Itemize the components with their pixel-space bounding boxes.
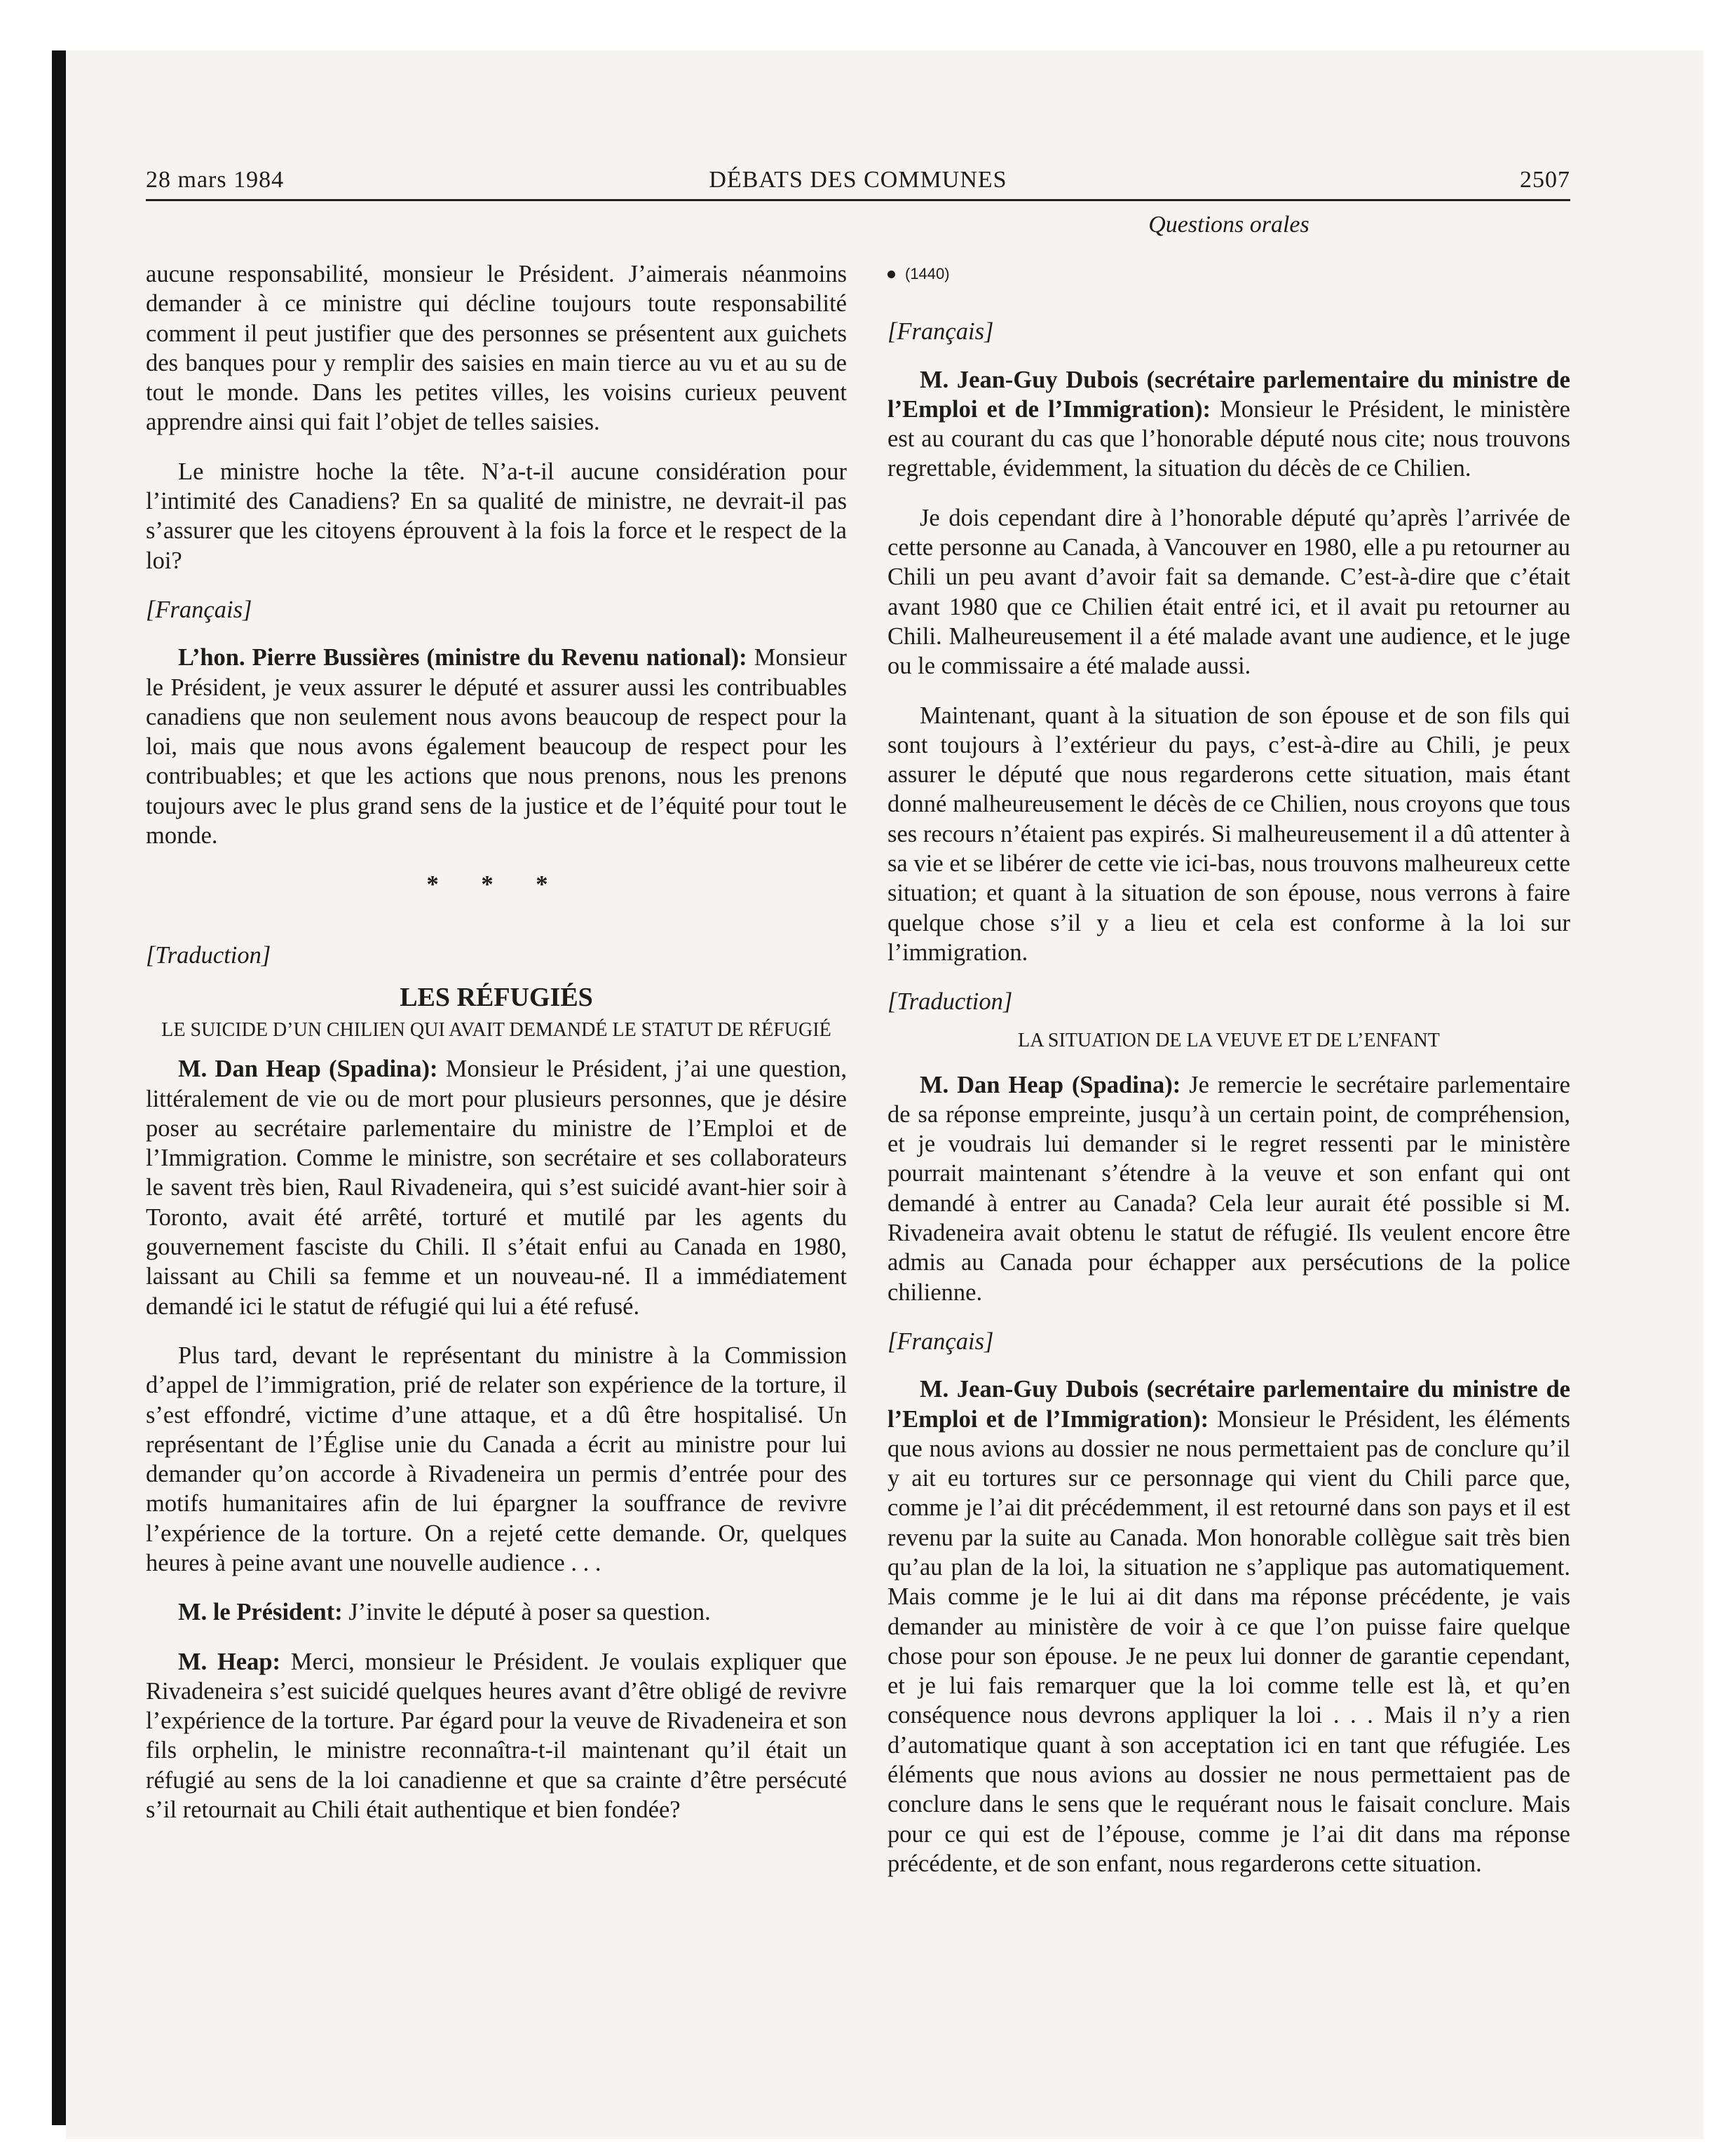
section-title: Questions orales (1148, 212, 1309, 238)
topic-subheading: LE SUICIDE D’UN CHILIEN QUI AVAIT DEMANDÉ LE STATUT DE RÉFUGIÉ (161, 1019, 831, 1042)
speaker-name: M. Jean-Guy Dubois (secrétaire parlementaire du ministre de l’Emploi et de l’Immigration): (887, 366, 1570, 423)
page-header (146, 160, 1570, 199)
language-tag: [Français] (887, 1328, 994, 1355)
scan-border (52, 50, 66, 2125)
paragraph: Le ministre hoche la tête. N’a-t-il aucune considération pour l’intimité des Canadiens? En sa qualité de ministre, ne devrait-il pas s’assurer que les citoyens éprouvent à la fois la force et le respect de la loi? (146, 458, 847, 574)
language-tag: [Français] (146, 596, 252, 623)
topic-heading: LES RÉFUGIÉS (400, 982, 593, 1012)
speech-paragraph (146, 1647, 847, 1825)
language-tag: [Français] (887, 318, 994, 346)
paragraph: Maintenant, quant à la situation de son épouse et de son fils qui sont toujours à l’extérieur du pays, c’est-à-dire au Chili, je peux assurer le député que nous regarderons cette situation, mais étant donné malheureusement le décès de ce Chilien, nous croyons que tous ses recours n’étaient pas expirés. Si malheureusement il a dû attenter à sa vie et se libérer de cette vie ici-bas, nous trouvons malheureux cette situation; et quant à la situation de son épouse, nous verrons à faire quelque chose s’il y a lieu et cela est conforme à la loi sur l’immigration. (887, 702, 1570, 966)
left-column (146, 259, 847, 1844)
speech-text: J’invite le député à poser sa question. (342, 1599, 711, 1626)
right-column (887, 259, 1570, 1898)
paragraph: Plus tard, devant le représentant du ministre à la Commission d’appel de l’immigration, prié de relater son expérience de la torture, il s’est effondré, victime d’une attaque, et a dû être hospitalisé. Un représentant de l’Église unie du Canada a écrit au ministre pour lui demander qu’on accorde à Rivadeneira un permis d’entrée pour des motifs humanitaires afin de lui épargner la souffrance de revivre l’expérience de la torture. On a rejeté cette demande. Or, quelques heures à peine avant une nouvelle audience . . . (146, 1342, 847, 1576)
bullet-icon (887, 271, 895, 278)
header-page-number: 2507 (1520, 167, 1570, 193)
speaker-name: M. Dan Heap (Spadina): (920, 1071, 1181, 1098)
language-tag: [Traduction] (887, 988, 1013, 1016)
speaker-name: L’hon. Pierre Bussières (ministre du Revenu national): (178, 644, 747, 671)
time-marker (887, 259, 1570, 289)
speech-text: Monsieur le Président, les éléments que nous avions au dossier ne nous permettaient pas de conclure qu’il y ait eu tortures sur ce personnage qui vient du Chili parce que, comme je l’ai dit précédemment, il est retourné dans son pays et il est revenu par la suite au Canada. Mon honorable collègue sait très bien qu’au plan de la loi, la situation ne s’applique pas automatiquement. Mais comme je le lui ai dit dans ma réponse précédente, je vais demander au ministère de voir à ce que l’on puisse faire quelque chose pour son épouse. Je ne peux lui donner de garantie cependant, et je lui fais remarquer que la loi comme telle est là, et qu’en conséquence nous devrons appliquer la loi . . . Mais il n’y a rien d’automatique quant à son acceptation ici en tant que réfugiée. Les éléments que nous avions au dossier ne nous permettaient pas de conclure dans le sens que le requérant nous le faisait conclure. Mais pour ce qui est de l’épouse, comme je l’ai dit dans ma réponse précédente, et de son enfant, nous regarderons cette situation. (887, 1405, 1570, 1877)
topic-subheading: LA SITUATION DE LA VEUVE ET DE L’ENFANT (1018, 1029, 1440, 1051)
speech-paragraph (146, 643, 847, 850)
header-date: 28 mars 1984 (146, 167, 285, 193)
speech-text: Je remercie le secrétaire parlementaire de sa réponse empreinte, jusqu’à un certain point, de compréhension, et je voudrais lui demander si le regret ressenti par le ministère pourrait maintenant s’étendre à la veuve et son enfant qui ont demandé à entrer au Canada? Cela leur aurait été possible si M. Rivadeneira avait obtenu le statut de réfugié. Ils veulent encore être admis au Canada pour échapper aux persécutions de la police chilienne. (887, 1071, 1570, 1306)
header-title: DÉBATS DES COMMUNES (709, 167, 1007, 193)
speaker-name: M. Jean-Guy Dubois (secrétaire parlementaire du ministre de l’Emploi et de l’Immigration): (887, 1376, 1570, 1433)
speech-text: Monsieur le Président, le ministère est au courant du cas que l’honorable député nous cite; nous trouvons regrettable, évidemment, la situation du décès de ce Chilien. (887, 395, 1570, 482)
speech-paragraph (887, 1374, 1570, 1878)
speech-text: Monsieur le Président, je veux assurer le député et assurer aussi les contribuables canadiens que non seulement nous avons beaucoup de respect pour la loi, mais que nous avons également beaucoup de respect pour les contribuables; et que les actions que nous prenons, nous les prenons toujours avec le plus grand sens de la justice et de l’équité pour tout le monde. (146, 644, 847, 850)
time-marker-text: (1440) (905, 265, 950, 282)
speech-paragraph (146, 1054, 847, 1321)
section-separator: * * * (426, 871, 566, 899)
speaker-name: M. Heap: (178, 1648, 281, 1675)
speech-paragraph (887, 1070, 1570, 1307)
paragraph: Je dois cependant dire à l’honorable député qu’après l’arrivée de cette personne au Canada, à Vancouver en 1980, elle a pu retourner au Chili un peu avant d’avoir fait sa demande. C’est-à-dire que c’était avant 1980 que ce Chilien était entré ici, et il avait pu retourner au Chili. Malheureusement il a été malade avant une audience, et le juge ou le commissaire a été malade aussi. (887, 504, 1570, 680)
speech-text: Monsieur le Président, j’ai une question, littéralement de vie ou de mort pour plusieurs personnes, que je désire poser au secrétaire parlementaire du ministre de l’Emploi et de l’Immigration. Comme le ministre, son secrétaire et ses collaborateurs le savent très bien, Raul Rivadeneira, qui s’est suicidé avant-hier soir à Toronto, avait été arrêté, torturé et mutilé par les agents du gouvernement fasciste du Chili. Il s’était enfui au Canada en 1980, laissant au Chili sa femme et un nouveau-né. Il a immédiatement demandé ici le statut de réfugié qui lui a été refusé. (146, 1056, 847, 1320)
speaker-name: M. le Président: (178, 1599, 343, 1626)
header-rule (146, 199, 1570, 201)
speech-paragraph (887, 365, 1570, 484)
paragraph: aucune responsabilité, monsieur le Président. J’aimerais néanmoins demander à ce ministre qui décline toujours toute responsabilité comment il peut justifier que des personnes se présentent aux guichets des banques pour y remplir des saisies en main tierce au vu et au su de tout le monde. Dans les petites villes, les voisins curieux peuvent apprendre ainsi qui fait l’objet de telles saisies. (146, 261, 847, 436)
speech-paragraph (146, 1597, 847, 1627)
speech-text: Merci, monsieur le Président. Je voulais expliquer que Rivadeneira s’est suicidé quelques heures avant d’être obligé de revivre l’expérience de la torture. Par égard pour la veuve de Rivadeneira et son fils orphelin, le ministre reconnaîtra-t-il maintenant qu’il était un réfugié au sens de la loi canadienne et que sa crainte d’être persécuté s’il retournait au Chili était authentique et bien fondée? (146, 1648, 847, 1824)
language-tag: [Traduction] (146, 941, 271, 969)
speaker-name: M. Dan Heap (Spadina): (178, 1056, 438, 1083)
